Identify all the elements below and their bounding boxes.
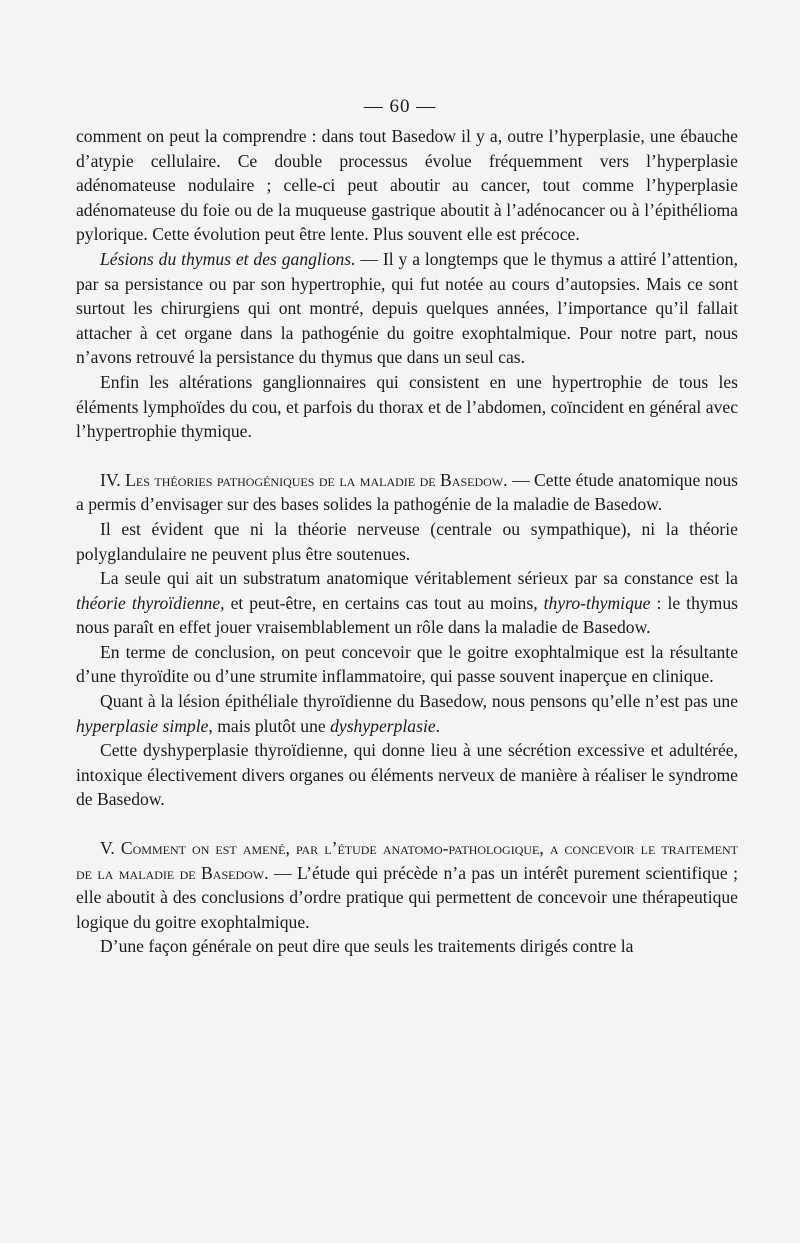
subheading-thymus: Lésions du thymus et des ganglions. bbox=[100, 248, 356, 269]
paragraph-lesion: Quant à la lésion épithéliale thyroïdienne du Basedow, nous pensons qu’elle n’est pas une hyperplasie simple, mais plutôt une dyshyperplasie. bbox=[76, 691, 738, 736]
spacer bbox=[76, 444, 738, 468]
paragraph-continuation: comment on peut la comprendre : dans tout Basedow il y a, outre l’hyperplasie, une ébauche d’atypie cellulaire. Ce double processus évolue fréquemment vers l’hyperplasie adénomateuse nodulaire ; celle-ci peut aboutir au cancer, tout comme l’hyperplasie adénomateuse du foie ou de la muqueuse gastrique aboutit à l’adénocancer ou à l’épithélioma pylorique. Cette évolution peut être lente. Plus souvent elle est précoce. bbox=[76, 126, 738, 245]
paragraph-traitements: D’une façon générale on peut dire que seuls les traitements dirigés contre la bbox=[100, 936, 634, 957]
paragraph-thyroid-theory: La seule qui ait un substratum anatomique véritablement sérieux par sa constance est la théorie thyroïdienne, et peut-être, en certains cas tout au moins, thyro-thymique : le thymus nous paraît en effet jouer vraisemblablement un rôle dans la maladie de Basedow. bbox=[76, 568, 738, 638]
section-v: V. Comment on est amené, par l’étude anatomo-pathologique, a concevoir le traitement de la maladie de Basedow. — L’étude qui précède n’a pas un intérêt purement scientifique ; elle aboutit à des conclusions d’ordre pratique qui permettent de concevoir une thérapeutique logique du goitre exophtalmique. bbox=[76, 838, 738, 932]
page-number: — 60 — bbox=[363, 96, 437, 117]
section-iv-heading: IV. Les théories pathogéniques de la maladie de Basedow. bbox=[100, 469, 508, 490]
paragraph-theories: Il est évident que ni la théorie nerveuse (centrale ou sympathique), ni la théorie polyglandulaire ne peuvent plus être soutenues. bbox=[76, 518, 738, 564]
section-v-heading: V. Comment on est amené, par l’étude anatomo-pathologique, a concevoir le traitement de la maladie de Basedow. bbox=[76, 838, 738, 883]
paragraph-ganglions: Enfin les altérations ganglionnaires qui consistent en une hypertrophie de tous les éléments lymphoïdes du cou, et parfois du thorax et de l’abdomen, coïncident en général avec l’hypertrophie thymique. bbox=[76, 371, 738, 442]
paragraph-thymus: Lésions du thymus et des ganglions. — Il y a longtemps que le thymus a attiré l’attention, par sa persistance ou par son hypertrophie, qui fut notée au cours d’autopsies. Mais ce sont surtout les chirurgiens qui ont montré, depuis quelques années, l’importance qu’il fallait attacher à cet organe dans la pathogénie du goitre exophtalmique. Pour notre part, nous n’avons retrouvé la persistance du thymus que dans un seul cas. bbox=[76, 248, 739, 368]
paragraph-conclusion: En terme de conclusion, on peut concevoir que le goitre exophtalmique est la résultante d’une thyroïdite ou d’une strumite inflammatoire, qui passe souvent inaperçue en clinique. bbox=[76, 641, 738, 687]
spacer bbox=[76, 812, 738, 836]
section-iv: IV. Les théories pathogéniques de la maladie de Basedow. — Cette étude anatomique nous a permis d’envisager sur des bases solides la pathogénie de la maladie de Basedow. bbox=[76, 469, 738, 515]
page-body bbox=[76, 124, 738, 959]
paragraph-dyshyperplasie: Cette dyshyperplasie thyroïdienne, qui donne lieu à une sécrétion excessive et adultérée, intoxique électivement divers organes ou éléments nerveux de manière à réaliser le syndrome de Basedow. bbox=[76, 740, 738, 810]
